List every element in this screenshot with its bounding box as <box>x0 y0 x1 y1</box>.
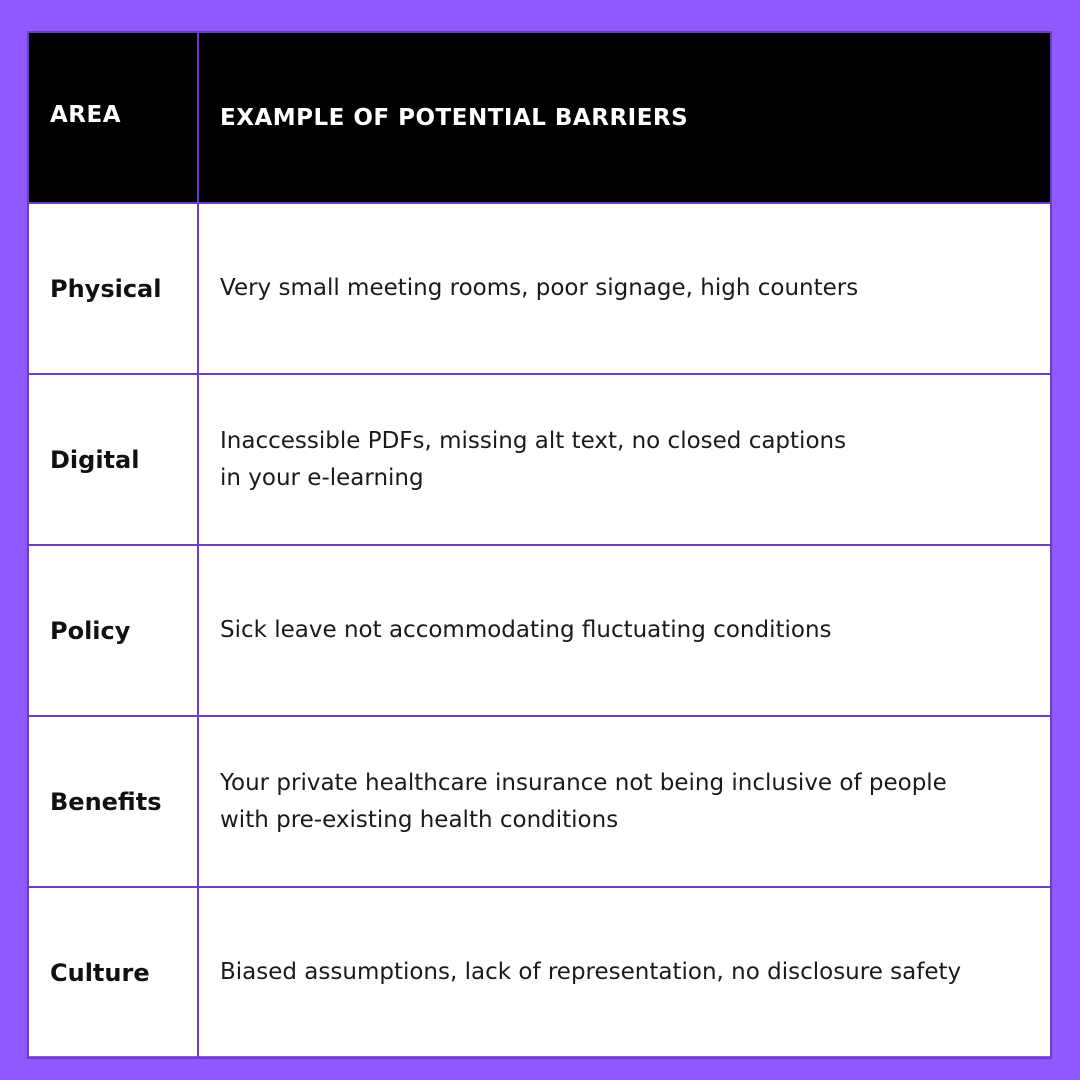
column-header-area: AREA <box>28 32 198 203</box>
area-cell: Policy <box>28 545 198 716</box>
table-header <box>28 32 1051 203</box>
table-row <box>28 545 1051 716</box>
area-cell: Physical <box>28 203 198 374</box>
header-row <box>28 32 1051 203</box>
example-cell: Very small meeting rooms, poor signage, high counters <box>198 203 1051 374</box>
example-cell: Your private healthcare insurance not being inclusive of people with pre-existing health conditions <box>198 716 1051 887</box>
table-row <box>28 887 1051 1058</box>
area-cell: Culture <box>28 887 198 1058</box>
example-cell: Biased assumptions, lack of representation, no disclosure safety <box>198 887 1051 1058</box>
example-cell: Inaccessible PDFs, missing alt text, no closed captions in your e-learning <box>198 374 1051 545</box>
area-cell: Digital <box>28 374 198 545</box>
barriers-table <box>27 31 1052 1059</box>
area-cell: Benefits <box>28 716 198 887</box>
table-row <box>28 203 1051 374</box>
column-header-example: EXAMPLE OF POTENTIAL BARRIERS <box>198 32 1051 203</box>
barriers-table-frame <box>27 31 1052 1056</box>
table-body <box>28 203 1051 1058</box>
table-row <box>28 716 1051 887</box>
table-row <box>28 374 1051 545</box>
example-cell: Sick leave not accommodating fluctuating conditions <box>198 545 1051 716</box>
